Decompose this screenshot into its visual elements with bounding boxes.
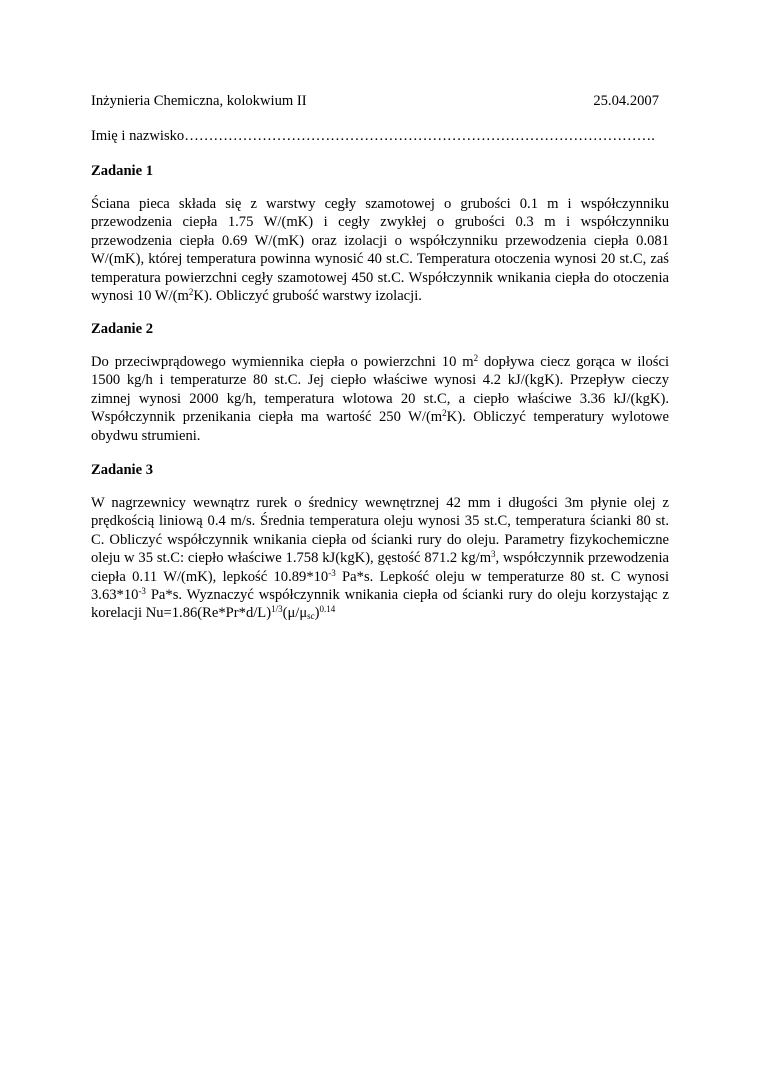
task-1-title: Zadanie 1 (91, 163, 154, 179)
task-1-text-1: Ściana pieca składa się z warstwy cegły szamotowej o grubości 0.1 m i współczynniku przewodzenia ciepła 1.75 W/(mK) i cegły zwykłej o grubości 0.3 m i współczynniku przewodzenia ciepła 0.69 W/(mK) oraz izolacji o współczynniku przewodzenia ciepła 0.081 W/(mK), której temperatura powinna wynosić 40 st.C. Temperatura otoczenia wynosi 20 st.C, zaś temperatura powierzchni cegły szamotowej 450 st.C. Współczynnik wnikania ciepła do otoczenia wynosi 10 W/(m (91, 196, 669, 305)
task-3-sup-3: -3 (138, 586, 146, 597)
task-3-sup-2: -3 (328, 567, 336, 578)
task-3-title: Zadanie 3 (91, 462, 154, 478)
name-label: Imię i nazwisko (91, 128, 185, 144)
task-3-sup-1: 3 (491, 549, 496, 560)
task-2-text-3: K). Obliczyć temperatury wylotowe obydwu strumieni. (91, 409, 669, 444)
task-1-sup-1: 2 (188, 287, 194, 298)
task-2-body (91, 353, 669, 445)
task-2-text-2: dopływa ciecz gorąca w ilości 1500 kg/h i temperaturze 80 st.C. Jej ciepło właściwe wynosi 4.2 kJ/(kgK). Przepływ cieczy zimnej wynosi 2000 kg/h, temperatura wlotowa 20 st.C, a ciepło właściwe 3.36 kJ/(kgK). Współczynnik przenikania ciepła ma wartość 250 W/(m (91, 354, 669, 426)
task-3-text-6: ) (314, 605, 320, 622)
task-3-text-4: Pa*s. Wyznaczyć współczynnik wnikania ciepła od ścianki rury do oleju korzystając z korelacji Nu=1.86(Re*Pr*d/L) (91, 587, 669, 622)
task-2-sup-2: 2 (442, 408, 447, 419)
task-3-sub-1: sc (307, 611, 315, 622)
task-3-text-2: , współczynnik przewodzenia ciepła 0.11 W/(mK), lepkość 10.89*10 (91, 550, 669, 585)
task-3-body (91, 494, 669, 623)
task-1-text-2: K). Obliczyć grubość warstwy izolacji. (193, 288, 422, 305)
task-2-sup-1: 2 (473, 353, 479, 363)
task-3-sup-5: 0.14 (319, 604, 336, 615)
exam-title: Inżynieria Chemiczna, kolokwium II (91, 93, 307, 109)
task-3-text-1: W nagrzewnicy wewnątrz rurek o średnicy wewnętrznej 42 mm i długości 3m płynie olej z prędkością liniową 0.4 m/s. Średnia temperatura oleju wynosi 35 st.C, temperatura ścianki 80 st. C. Obliczyć współczynnik wnikania ciepła od ścianki rury do oleju. Parametry fizykochemiczne oleju w 35 st.C: ciepło właściwe 1.758 kJ(kgK), gęstość 871.2 kg/m (91, 495, 669, 567)
task-1-body (91, 195, 669, 305)
task-2-title: Zadanie 2 (91, 321, 154, 337)
task-3-text-3: Pa*s. Lepkość oleju w temperaturze 80 st. C wynosi 3.63*10 (91, 568, 669, 604)
exam-date: 25.04.2007 (593, 93, 659, 109)
header (91, 91, 659, 111)
name-dots: ……………………………………………………………………………………. (184, 128, 655, 144)
task-3-text-5: (μ/μ (282, 605, 308, 622)
task-3-sup-4: 1/3 (271, 604, 283, 615)
task-2-text-1: Do przeciwprądowego wymiennika ciepła o powierzchni 10 m (91, 354, 474, 370)
name-field-line (91, 126, 655, 146)
